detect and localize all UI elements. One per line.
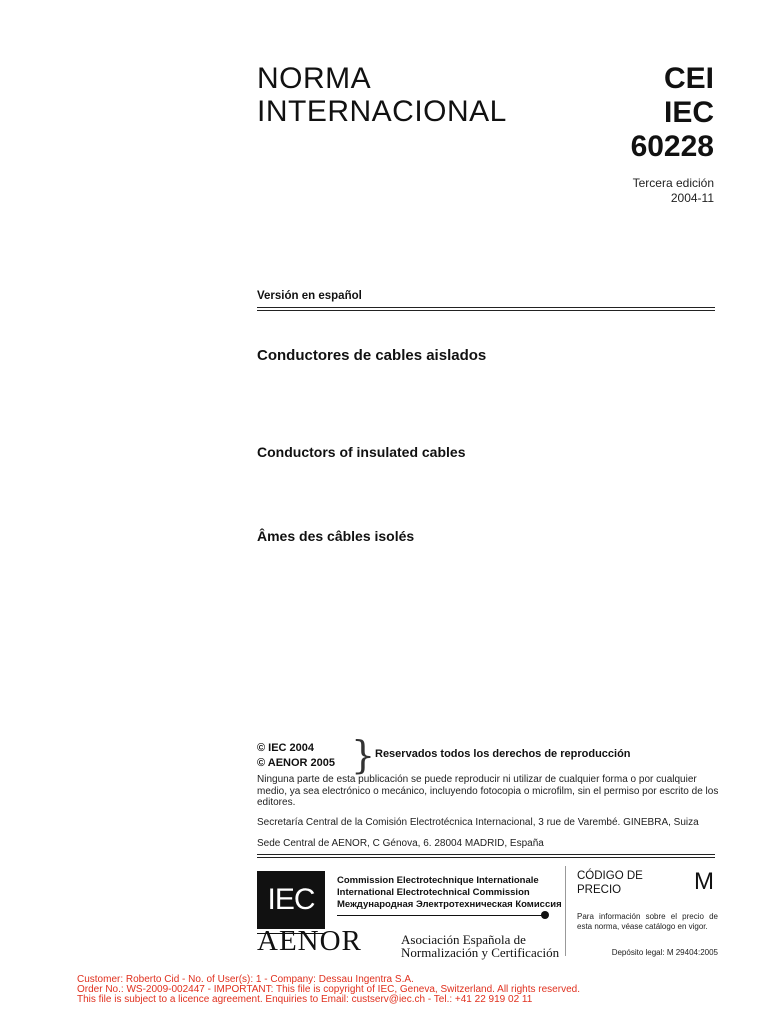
standard-code	[631, 62, 714, 164]
iec-names-rule	[337, 915, 547, 916]
internacional-line: INTERNACIONAL	[257, 95, 507, 128]
footer-order: Order No.: WS-2009-002447 - IMPORTANT: This file is copyright of IEC, Geneva, Switzerland. All rights reserved.	[77, 984, 580, 995]
price-code-label	[577, 869, 643, 897]
divider-bottom-second	[257, 857, 715, 858]
footer-customer: Customer: Roberto Cid - No. of User(s): 1 - Company: Dessau Ingentra S.A.	[77, 974, 414, 985]
norma-line: NORMA	[257, 62, 372, 95]
edition-date: 2004-11	[670, 191, 714, 205]
copyright-holders	[257, 741, 335, 771]
code-number: 60228	[630, 130, 714, 163]
iec-names	[337, 875, 562, 911]
brace-glyph: }	[351, 733, 376, 777]
rights-reserved: Reservados todos los derechos de reproducción	[375, 748, 631, 760]
aenor-name-line2: Normalización y Certificación	[401, 945, 560, 960]
price-code-value: M	[694, 868, 714, 895]
legal-deposit: Depósito legal: M 29404:2005	[611, 948, 718, 957]
iec-name-english: International Electrotechnical Commission	[337, 887, 530, 898]
price-label-line1: CÓDIGO DE	[577, 870, 643, 882]
price-label-line2: PRECIO	[577, 884, 622, 896]
aenor-name	[401, 933, 559, 959]
edition-label: Tercera edición	[632, 176, 714, 190]
price-info: Para información sobre el precio de esta norma, véase catálogo en vigor.	[577, 912, 718, 931]
copyright-aenor: © AENOR 2005	[257, 757, 336, 769]
footer-licence: This file is subject to a licence agreement. Enquiries to Email: custserv@iec.ch - Tel.: +41 22 919 02 11	[77, 994, 533, 1005]
code-iec: IEC	[663, 96, 714, 129]
copyright-iec: © IEC 2004	[257, 742, 315, 754]
version-label: Versión en español	[257, 290, 362, 302]
title-spanish: Conductores de cables aislados	[257, 347, 487, 364]
aenor-logo: AENOR	[257, 925, 362, 957]
divider-top	[257, 307, 715, 308]
title-french: Âmes des câbles isolés	[257, 528, 415, 544]
divider-top-second	[257, 310, 715, 311]
reproduction-notice: Ninguna parte de esta publicación se puede reproducir ni utilizar de cualquier forma o por cualquier medio, ya sea electrónico o mecánico, incluyendo fotocopia o microfilm, sin el permiso por escrito de los editores.	[257, 774, 719, 808]
aenor-headquarters: Sede Central de AENOR, C Génova, 6. 28004 MADRID, España	[257, 838, 544, 849]
iec-secretariat: Secretaría Central de la Comisión Electrotécnica Internacional, 3 rue de Varembé. GINEBRA, Suiza	[257, 817, 699, 828]
iec-name-french: Commission Electrotechnique Internationale	[337, 875, 539, 886]
divider-bottom	[257, 854, 715, 855]
edition-info	[633, 176, 714, 206]
standard-type-title	[257, 62, 507, 128]
iec-logo: IEC	[257, 871, 325, 929]
code-cei: CEI	[663, 62, 714, 95]
price-divider	[565, 866, 566, 956]
iec-dot	[541, 911, 549, 919]
title-english: Conductors of insulated cables	[257, 444, 466, 460]
iec-name-russian: Международная Электротехническая Комиссия	[337, 899, 562, 910]
aenor-name-line1: Asociación Española de	[401, 932, 526, 947]
license-footer	[77, 975, 580, 1005]
